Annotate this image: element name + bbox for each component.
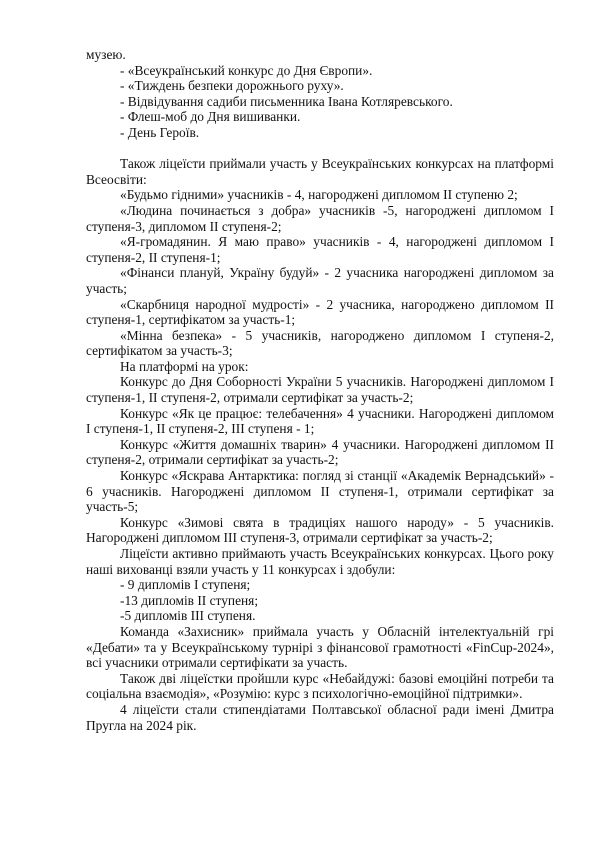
paragraph: 4 ліцеїсти стали стипендіатами Полтавської обласної ради імені Дмитра Пругла на 2024 рік. [86,701,554,733]
paragraph: «Людина починається з добра» учасників -5, нагороджені дипломом І ступеня-3, дипломом ІІ ступеня-2; [86,202,554,234]
paragraph: «Скарбниця народної мудрості» - 2 учасника, нагороджено дипломом ІІ ступеня-1, сертифікатом за участь-1; [86,296,554,328]
paragraph: Ліцеїсти активно приймають участь Всеукраїнських конкурсах. Цього року наші вихованці взяли участь у 11 конкурсах і здобули: [86,546,554,577]
paragraph: «Мінна безпека» - 5 учасників, нагороджено дипломом І ступеня-2, сертифікатом за участь-3; [86,327,554,359]
paragraph: Конкурс «Як це працює: телебачення» 4 учасники. Нагороджені дипломом І ступеня-1, ІІ ступеня-2, ІІІ ступеня - 1; [86,405,554,437]
paragraph: Команда «Захисник» приймала участь у Обласній інтелектуальній грі «Дебати» та у Всеукраїнському турнірі з фінансової грамотності «FinCup-2024», всі учасники отримали сертифікати за участь. [86,623,554,671]
paragraph: Конкурс «Яскрава Антарктика: погляд зі станції «Академік Вернадський» - 6 учасників. Нагороджені дипломом ІІ ступеня-1, отримали сертифікат за участь-5; [86,468,554,515]
paragraph: На платформі на урок: [120,358,249,374]
paragraph: «Фінанси плануй, Україну будуй» - 2 учасника нагороджені дипломом за участь; [86,265,554,296]
list-item: - Флеш-моб до Дня вишиванки. [120,109,301,125]
list-item: - Відвідування садиби письменника Івана Котляревського. [120,93,453,109]
list-item: - «Всеукраїнський конкурс до Дня Європи». [120,62,373,78]
list-item: -5 дипломів ІІІ ступеня. [120,608,256,624]
paragraph: Також дві ліцеїстки пройшли курс «Небайдужі: базові емоційні потреби та соціальна взаємодія», «Розумію: курс з психологічно-емоційної підтримки». [86,670,554,702]
paragraph: Конкурс до Дня Соборності України 5 учасників. Нагороджені дипломом І ступеня-1, ІІ ступеня-2, отримали сертифікат за участь-2; [86,374,554,406]
document-body [86,47,554,733]
list-item: - 9 дипломів І ступеня; [120,577,251,593]
list-item: -13 дипломів ІІ ступеня; [120,592,259,608]
list-item: - «Тиждень безпеки дорожнього руху». [120,78,344,94]
paragraph: музею. [86,47,126,62]
paragraph: «Будьмо гідними» учасників - 4, нагороджені дипломом ІІ ступеню 2; [120,187,518,203]
paragraph: Також ліцеїсти приймали участь у Всеукраїнських конкурсах на платформі Всеосвіти: [86,156,554,187]
blank-line [86,141,554,157]
list-item: - День Героїв. [120,124,200,140]
paragraph: Конкурс «Зимові свята в традиціях нашого народу» - 5 учасників. Нагороджені дипломом ІІІ ступеня-3, отримали сертифікат за участь-2; [86,514,554,546]
paragraph: Конкурс «Життя домашніх тварин» 4 учасники. Нагороджені дипломом ІІ ступеня-2, отримали сертифікат за участь-2; [86,436,554,468]
paragraph: «Я-громадянин. Я маю право» учасників - 4, нагороджені дипломом І ступеня-2, ІІ ступеня-1; [86,234,554,265]
